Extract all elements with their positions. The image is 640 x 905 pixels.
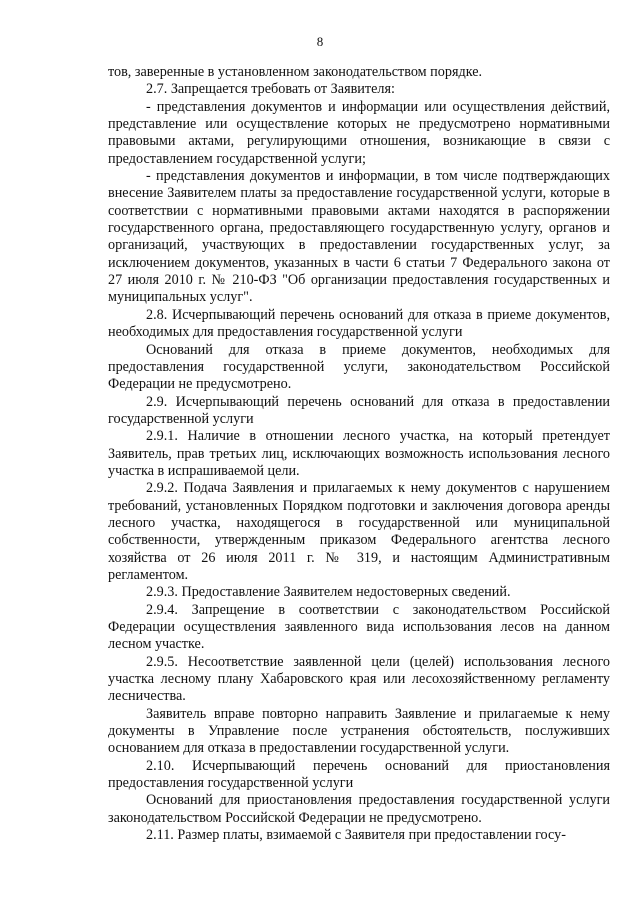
paragraph: тов, заверенные в установленном законодательством порядке. — [108, 64, 483, 80]
paragraph: 2.7. Запрещается требовать от Заявителя: — [146, 81, 395, 98]
paragraph: - представления документов и информации, в том числе подтверждающих внесение Заявителем платы за предоставление государственной услуги, которые в соответствии с нормативными правовыми актами находятся в распоряжении государственного органа, предоставляющего государственную услугу, органов и организаций, участвующих в предоставлении государственных услуг, за исключением документов, указанных в части 6 статьи 7 Федерального закона от 27 июля 2010 г. № 210-ФЗ "Об организации предоставления государственных и муниципальных услуг". — [108, 168, 610, 306]
body-text — [108, 64, 610, 844]
paragraph: Оснований для приостановления предоставления государственной услуги законодательством Российской Федерации не предусмотрено. — [108, 792, 610, 826]
section-heading-2-11: 2.11. Размер платы, взимаемой с Заявителя при предоставлении госу- — [146, 827, 566, 844]
section-heading-2-10: 2.10. Исчерпывающий перечень оснований для приостановления предоставления государственной услуги — [108, 757, 610, 792]
paragraph: - представления документов и информации или осуществления действий, представление или осуществление которых не предусмотрено нормативными правовыми актами, регулирующими отношения, возникающие в связи с предоставлением государственной услуги; — [108, 98, 610, 167]
section-heading-2-9: 2.9. Исчерпывающий перечень оснований для отказа в предоставлении государственной услуги — [108, 393, 610, 427]
paragraph: 2.9.4. Запрещение в соответствии с законодательством Российской Федерации осуществления заявленного вида использования лесов на данном лесном участке. — [108, 601, 610, 653]
paragraph: 2.9.1. Наличие в отношении лесного участка, на который претендует Заявитель, прав третьих лиц, исключающих возможность использования лесного участка в испрашиваемой цели. — [108, 428, 610, 479]
section-heading-2-8: 2.8. Исчерпывающий перечень оснований для отказа в приеме документов, необходимых для предоставления государственной услуги — [108, 306, 610, 341]
page-number: 8 — [316, 34, 324, 49]
paragraph: Заявитель вправе повторно направить Заявление и прилагаемые к нему документы в Управление после устранения обстоятельств, послуживших основанием для отказа в предоставлении государственной услуги. — [108, 705, 610, 757]
paragraph: 2.9.3. Предоставление Заявителем недостоверных сведений. — [146, 584, 511, 601]
paragraph: 2.9.5. Несоответствие заявленной цели (целей) использования лесного участка лесному плану Хабаровского края или лесохозяйственному регламенту лесничества. — [108, 653, 610, 705]
paragraph: Оснований для отказа в приеме документов, необходимых для предоставления государственной услуги, законодательством Российской Федерации не предусмотрено. — [108, 341, 610, 393]
paragraph: 2.9.2. Подача Заявления и прилагаемых к нему документов с нарушением требований, установленных Порядком подготовки и заключения договора аренды лесного участка, находящегося в государственной или муниципальной собственности, утвержденным приказом Федерального агентства лесного хозяйства от 26 июля 2011 г. № 319, и настоящим Административным регламентом. — [108, 480, 610, 583]
